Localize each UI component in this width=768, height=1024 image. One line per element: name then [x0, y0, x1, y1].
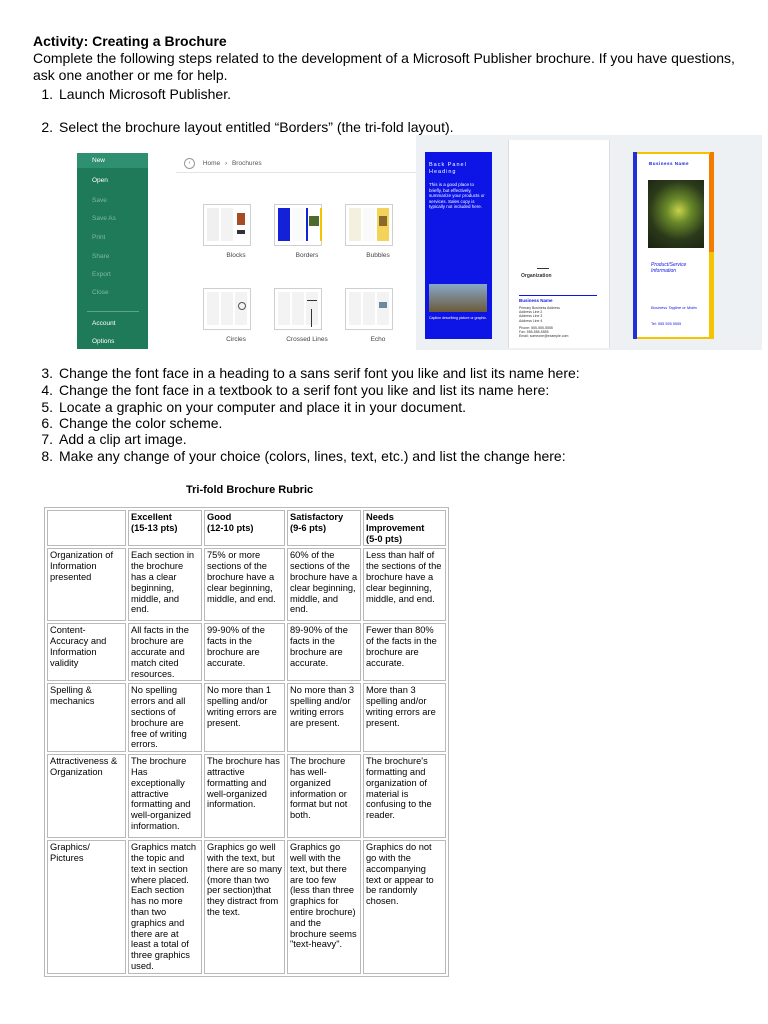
product-info: Product/Service Information	[651, 262, 687, 274]
template-circles[interactable]	[203, 288, 251, 330]
rubric-header-cell	[47, 510, 126, 546]
rubric-row	[47, 683, 446, 752]
contact-info: Phone: 555-555-5555 Fax: 555-555-5555 Email: someone@example.com	[519, 326, 569, 339]
template-echo[interactable]	[345, 288, 393, 330]
step-3	[33, 365, 753, 382]
step-6	[33, 415, 753, 432]
step-1	[33, 86, 733, 103]
step-number: 1.	[41, 86, 53, 102]
rubric-cell: 75% or more sections of the brochure have a clear beginning, middle, and end.	[204, 548, 285, 621]
rubric-cell: 89-90% of the facts in the brochure are accurate.	[287, 623, 361, 681]
template-crossed-lines[interactable]	[274, 288, 322, 330]
rubric-cell: Graphics go well with the text, but there are so many (more than two per section)that they distract from the text.	[204, 840, 285, 974]
template-label: Bubbles	[366, 252, 390, 259]
step-text: Select the brochure layout entitled “Borders” (the tri-fold layout).	[59, 119, 454, 135]
back-arrow-icon[interactable]: ‹	[184, 158, 195, 169]
breadcrumb	[184, 158, 262, 169]
step-8	[33, 448, 753, 465]
rubric-cell: The brochure Has exceptionally attractive formatting and well-organized information.	[128, 754, 202, 838]
rubric-cell: No more than 1 spelling and/or writing errors are present.	[204, 683, 285, 752]
rubric-cell: No spelling errors and all sections of brochure are free of writing errors.	[128, 683, 202, 752]
beach-photo	[429, 284, 487, 312]
mid-business-name: Business Name	[519, 298, 553, 303]
template-label: Borders	[295, 252, 319, 259]
rubric-cell: Graphics do not go with the accompanying text or appear to be randomly chosen.	[363, 840, 446, 974]
criteria-cell: Attractiveness & Organization	[47, 754, 126, 838]
menu-print[interactable]: Print	[92, 234, 106, 241]
rubric-header-cell: Needs Improvement (5-0 pts)	[363, 510, 446, 546]
step-5	[33, 399, 753, 416]
rubric-table	[44, 507, 449, 977]
template-label: Crossed Lines	[286, 336, 328, 343]
menu-close[interactable]: Close	[92, 289, 109, 296]
step-number: 2.	[41, 119, 53, 135]
template-blocks[interactable]	[203, 204, 251, 246]
org-name: Organization	[521, 273, 552, 279]
rubric-header-cell: Satisfactory (9-6 pts)	[287, 510, 361, 546]
orange-border	[709, 152, 714, 252]
template-label: Blocks	[226, 252, 246, 259]
step-7	[33, 431, 753, 448]
criteria-cell: Content-Accuracy and Information validity	[47, 623, 126, 681]
rubric-cell: 99-90% of the facts in the brochure are accurate.	[204, 623, 285, 681]
front-panel	[633, 152, 714, 339]
step-number: 7.	[41, 431, 53, 447]
yellow-border	[709, 252, 714, 339]
rubric-cell: Graphics match the topic and text in section where placed. Each section has no more than two graphics and there are at least a total of three graphics used.	[128, 840, 202, 974]
step-number: 5.	[41, 399, 53, 415]
template-borders[interactable]	[274, 204, 322, 246]
back-panel-body: This is a good place to briefly, but effectively, summarize your products or services. Sales copy is typically not included here.	[429, 182, 485, 209]
step-number: 8.	[41, 448, 53, 464]
photo-caption: Caption describing picture or graphic.	[429, 316, 487, 320]
criteria-cell: Organization of Information presented	[47, 548, 126, 621]
rubric-cell: Fewer than 80% of the facts in the brochure are accurate.	[363, 623, 446, 681]
rubric-cell: No more than 3 spelling and/or writing errors are present.	[287, 683, 361, 752]
rubric-cell: 60% of the sections of the brochure have a clear beginning, middle, and end.	[287, 548, 361, 621]
rubric-cell: The brochure has attractive formatting and well-organized information.	[204, 754, 285, 838]
rubric-header-row	[47, 510, 446, 546]
top-border	[637, 152, 710, 154]
rubric-cell: The brochure's formatting and organization of material is confusing to the reader.	[363, 754, 446, 838]
org-logo-icon	[537, 268, 549, 269]
step-number: 6.	[41, 415, 53, 431]
step-text: Change the color scheme.	[59, 415, 223, 431]
rubric-row	[47, 754, 446, 838]
menu-new[interactable]: New	[77, 153, 148, 168]
rubric-cell: The brochure has well-organized information or format but not both.	[287, 754, 361, 838]
menu-export[interactable]: Export	[92, 271, 111, 278]
bottom-border	[637, 337, 710, 339]
publisher-sidebar	[77, 153, 148, 349]
step-text: Add a clip art image.	[59, 431, 187, 447]
tagline: Business Tagline or Motto	[651, 305, 697, 310]
step-text: Change the font face in a textbook to a serif font you like and list its name here:	[59, 382, 550, 398]
step-text: Locate a graphic on your computer and place it in your document.	[59, 399, 467, 415]
menu-open[interactable]: Open	[92, 177, 108, 184]
step-2	[33, 119, 733, 136]
criteria-cell: Graphics/ Pictures	[47, 840, 126, 974]
menu-account[interactable]: Account	[92, 320, 116, 327]
front-tel: Tel: 555 555 5555	[651, 322, 682, 326]
rubric-cell: Each section in the brochure has a clear beginning, middle, and end.	[128, 548, 202, 621]
rubric-cell: More than 3 spelling and/or writing errors are present.	[363, 683, 446, 752]
rubric-header-cell: Good (12-10 pts)	[204, 510, 285, 546]
front-business-name: Business Name	[649, 161, 690, 166]
rubric-cell: Graphics go well with the text, but there are too few (less than three graphics for entire brochure) and the brochure seems "text-heavy".	[287, 840, 361, 974]
rubric-row	[47, 548, 446, 621]
breadcrumb-current: Brochures	[231, 160, 262, 168]
step-text: Launch Microsoft Publisher.	[59, 86, 231, 102]
rubric-cell: Less than half of the sections of the brochure have a clear beginning, middle, and end.	[363, 548, 446, 621]
rubric-header-cell: Excellent (15-13 pts)	[128, 510, 202, 546]
menu-options[interactable]: Options	[92, 338, 115, 345]
criteria-cell: Spelling & mechanics	[47, 683, 126, 752]
breadcrumb-divider	[176, 172, 416, 173]
rubric-cell: All facts in the brochure are accurate and match cited resources.	[128, 623, 202, 681]
menu-save[interactable]: Save	[92, 197, 107, 204]
rubric-row	[47, 623, 446, 681]
activity-title: Activity: Creating a Brochure	[33, 33, 227, 49]
divider	[519, 295, 597, 296]
menu-share[interactable]: Share	[92, 253, 110, 260]
address: Primary Business Address Address Line 2 Address Line 3 Address Line 4	[519, 306, 560, 323]
step-4	[33, 382, 753, 399]
back-panel-heading: Back Panel Heading	[429, 162, 467, 175]
menu-save-as[interactable]: Save As	[92, 215, 116, 222]
breadcrumb-home[interactable]: Home	[202, 160, 221, 168]
step-number: 3.	[41, 365, 53, 381]
breadcrumb-separator: ›	[224, 160, 228, 168]
rubric-row	[47, 840, 446, 974]
template-label: Circles	[226, 336, 246, 343]
activity-intro: Complete the following steps related to the development of a Microsoft Publisher brochure. If you have questions, ask one another or me for help.	[33, 50, 735, 83]
rubric-title: Tri-fold Brochure Rubric	[186, 484, 314, 496]
menu-divider	[87, 311, 139, 312]
middle-panel	[508, 140, 610, 348]
back-panel	[425, 152, 492, 339]
step-text: Change the font face in a heading to a sans serif font you like and list its name here:	[59, 365, 580, 381]
step-text: Make any change of your choice (colors, lines, text, etc.) and list the change here:	[59, 448, 566, 464]
template-bubbles[interactable]	[345, 204, 393, 246]
fruit-photo	[648, 180, 704, 248]
template-label: Echo	[370, 336, 386, 343]
step-number: 4.	[41, 382, 53, 398]
